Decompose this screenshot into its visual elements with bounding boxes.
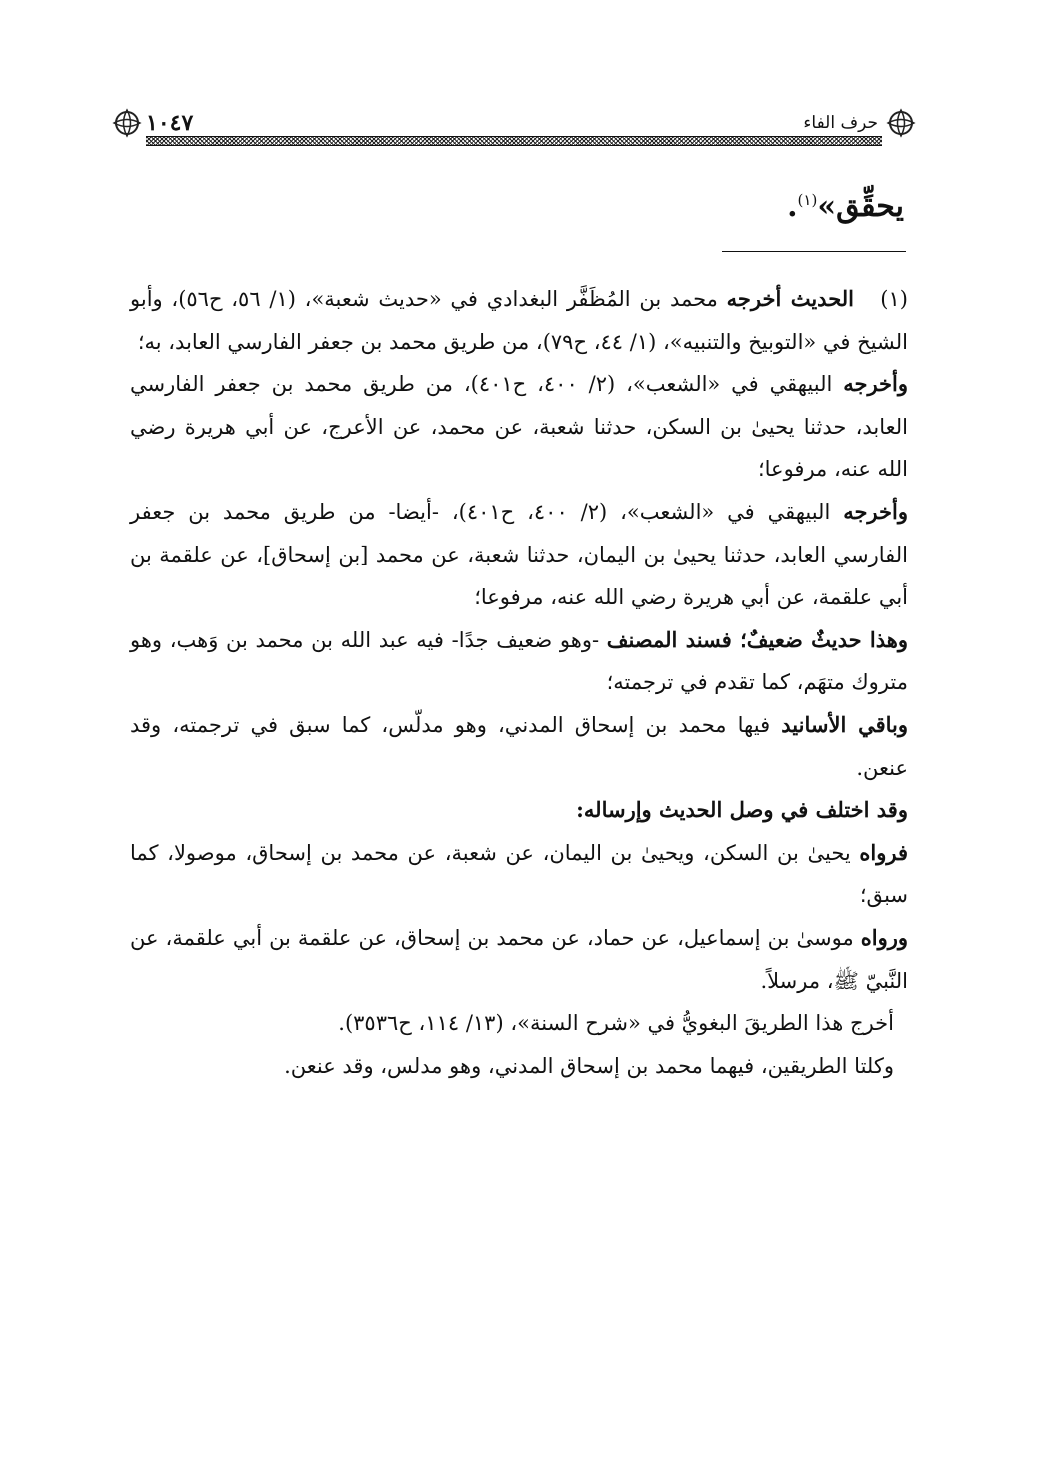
paragraph-text: فيها محمد بن إسحاق المدني، وهو مدلّس، كما سبق في ترجمته، وقد عنعن. <box>130 712 908 780</box>
bold-lead: ورواه <box>860 924 908 950</box>
footnote-marker: (١) <box>880 287 908 311</box>
main-text: يحقِّق» <box>817 189 904 224</box>
footnote-paragraph <box>130 491 908 619</box>
paragraph-text: البيهقي في «الشعب»، (٢/ ٤٠٠، ح٤٠١)، -أيضا- من طريق محمد بن جعفر الفارسي العابد، حدثنا يحيىٰ بن اليمان، حدثنا شعبة، عن محمد [بن إسحاق]، عن علقمة بن أبي علقمة، عن أبي هريرة رضي الله عنه، مرفوعا؛ <box>130 499 908 610</box>
main-text-line <box>787 180 904 227</box>
footnote-paragraph <box>130 363 908 491</box>
end-punctuation: . <box>787 189 798 224</box>
footnote-paragraph <box>130 704 908 789</box>
footnote-paragraph: أخرج هذا الطريقَ البغويُّ في «شرح السنة»، (١٣/ ١١٤، ح٣٥٣٦). <box>338 1011 894 1036</box>
running-header <box>110 100 918 150</box>
bold-lead: وأخرجه <box>843 371 908 397</box>
header-divider <box>146 136 882 146</box>
footnote-separator <box>722 251 906 252</box>
paragraph-text: البيهقي في «الشعب»، (٢/ ٤٠٠، ح٤٠١)، من طريق محمد بن جعفر الفارسي العابد، حدثنا يحيىٰ بن السكن، حدثنا شعبة، عن محمد، عن الأعرج، عن أبي هريرة رضي الله عنه، مرفوعا؛ <box>130 372 908 482</box>
footnote-reference[interactable]: (١) <box>797 191 818 209</box>
section-title: حرف الفاء <box>803 113 878 133</box>
footnote-paragraph: وكلتا الطريقين، فيهما محمد بن إسحاق المدني، وهو مدلس، وقد عنعن. <box>284 1053 894 1078</box>
paragraph-text: موسىٰ بن إسماعيل، عن حماد، عن محمد بن إسحاق، عن علقمة بن أبي علقمة، عن النَّبيّ ﷺ، مرسلاً. <box>130 925 908 993</box>
bold-lead: وهذا حديثٌ ضعيفٌ؛ فسند المصنف <box>606 626 908 652</box>
page-number: ١٠٤٧ <box>146 110 194 136</box>
footnote-heading <box>130 789 908 832</box>
bold-lead: وباقي الأسانيد <box>781 711 908 737</box>
bold-lead: الحديث أخرجه <box>726 286 854 311</box>
bold-lead: وأخرجه <box>843 498 908 524</box>
paragraph-text: محمد بن المُظَفَّر البغدادي في «حديث شعبة»، (١/ ٥٦، ح٥٦)، وأبو الشيخ في «التوبيخ والتنبيه»، (١/ ٤٤، ح٧٩)، من طريق محمد بن جعفر الفارسي العابد، به؛ <box>130 287 908 354</box>
bold-lead: فرواه <box>859 839 908 865</box>
footnote-paragraph <box>130 832 908 917</box>
footnote-paragraph <box>130 619 908 704</box>
bold-lead: وقد اختلف في وصل الحديث وإرساله: <box>576 797 908 823</box>
paragraph-text: -وهو ضعيف جدًا- فيه عبد الله بن محمد بن وَهب، وهو متروك متهَم، كما تقدم في ترجمته؛ <box>130 627 908 695</box>
footnote <box>130 278 908 1087</box>
footnote-paragraph <box>130 278 908 363</box>
paragraph-text: يحيىٰ بن السكن، ويحيىٰ بن اليمان، عن شعبة، عن محمد بن إسحاق، موصولا، كما سبق؛ <box>130 840 908 908</box>
ornament-icon <box>884 106 918 140</box>
footnote-paragraph <box>130 917 908 1002</box>
ornament-icon <box>110 106 144 140</box>
